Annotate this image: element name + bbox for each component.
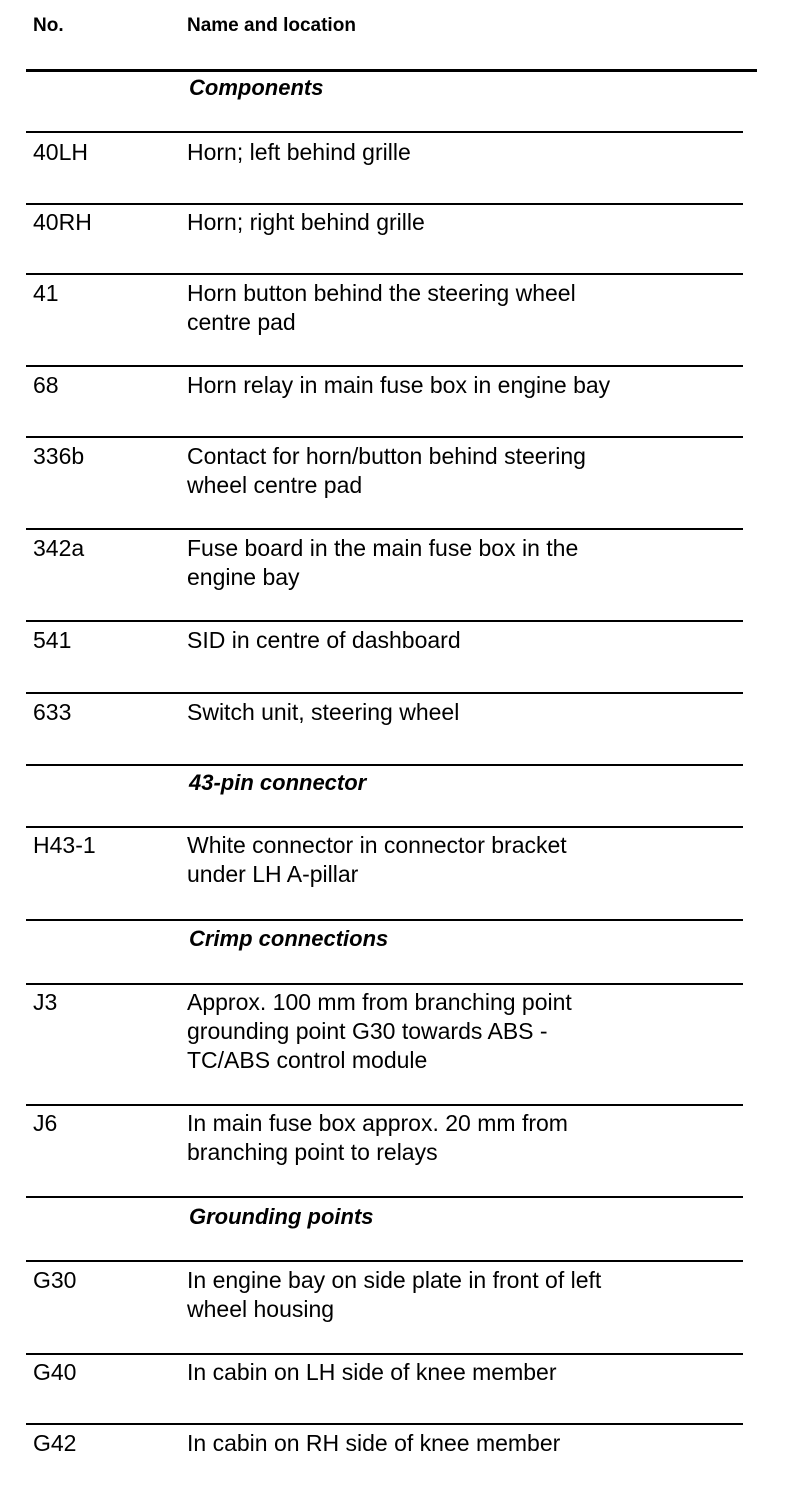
cell-name: Horn; left behind grille <box>187 139 411 165</box>
cell-name: Horn; right behind grille <box>187 209 425 235</box>
cell-name: In engine bay on side plate in front of left wheel housing <box>187 1267 602 1322</box>
row-divider <box>26 203 743 205</box>
column-header-no: No. <box>33 15 64 36</box>
cell-name: White connector in connector bracket under LH A-pillar <box>187 832 567 887</box>
cell-name: SID in centre of dashboard <box>187 627 461 653</box>
row-divider <box>26 1423 743 1425</box>
row-divider <box>26 1353 743 1355</box>
cell-no: G42 <box>33 1430 77 1456</box>
cell-no: G40 <box>33 1359 77 1385</box>
cell-name: Horn button behind the steering wheel centre pad <box>187 280 576 335</box>
row-divider <box>26 131 743 133</box>
cell-no: J3 <box>33 989 58 1015</box>
section-title-connector: 43-pin connector <box>189 770 367 795</box>
cell-no: 40LH <box>33 139 88 165</box>
row-divider <box>26 365 743 367</box>
cell-name: Switch unit, steering wheel <box>187 699 460 725</box>
cell-no: 541 <box>33 627 72 653</box>
cell-no: 40RH <box>33 209 92 235</box>
row-divider <box>26 983 743 985</box>
section-title-components: Components <box>189 75 324 100</box>
cell-name: Fuse board in the main fuse box in the engine bay <box>187 535 579 590</box>
row-divider <box>26 919 743 921</box>
cell-no: 41 <box>33 280 59 306</box>
cell-name: In main fuse box approx. 20 mm from branching point to relays <box>187 1110 568 1165</box>
cell-name: Contact for horn/button behind steering wheel centre pad <box>187 443 586 498</box>
cell-no: H43-1 <box>33 832 96 858</box>
cell-no: J6 <box>33 1110 58 1136</box>
cell-no: 68 <box>33 372 59 398</box>
cell-name: In cabin on LH side of knee member <box>187 1359 557 1385</box>
header-divider <box>26 69 757 72</box>
row-divider <box>26 1104 743 1106</box>
cell-no: G30 <box>33 1267 77 1293</box>
row-divider <box>26 620 743 622</box>
cell-no: 342a <box>33 535 85 561</box>
column-header-name: Name and location <box>187 15 356 36</box>
cell-no: 336b <box>33 443 85 469</box>
cell-name: In cabin on RH side of knee member <box>187 1430 561 1456</box>
row-divider <box>26 528 743 530</box>
cell-no: 633 <box>33 699 72 725</box>
section-title-grounding: Grounding points <box>189 1204 374 1229</box>
row-divider <box>26 273 743 275</box>
row-divider <box>26 1260 743 1262</box>
row-divider <box>26 826 743 828</box>
section-title-crimp: Crimp connections <box>189 926 389 951</box>
row-divider <box>26 764 743 766</box>
row-divider <box>26 692 743 694</box>
cell-name: Approx. 100 mm from branching point grounding point G30 towards ABS - TC/ABS control module <box>187 989 572 1073</box>
row-divider <box>26 436 743 438</box>
cell-name: Horn relay in main fuse box in engine bay <box>187 372 611 398</box>
row-divider <box>26 1196 743 1198</box>
